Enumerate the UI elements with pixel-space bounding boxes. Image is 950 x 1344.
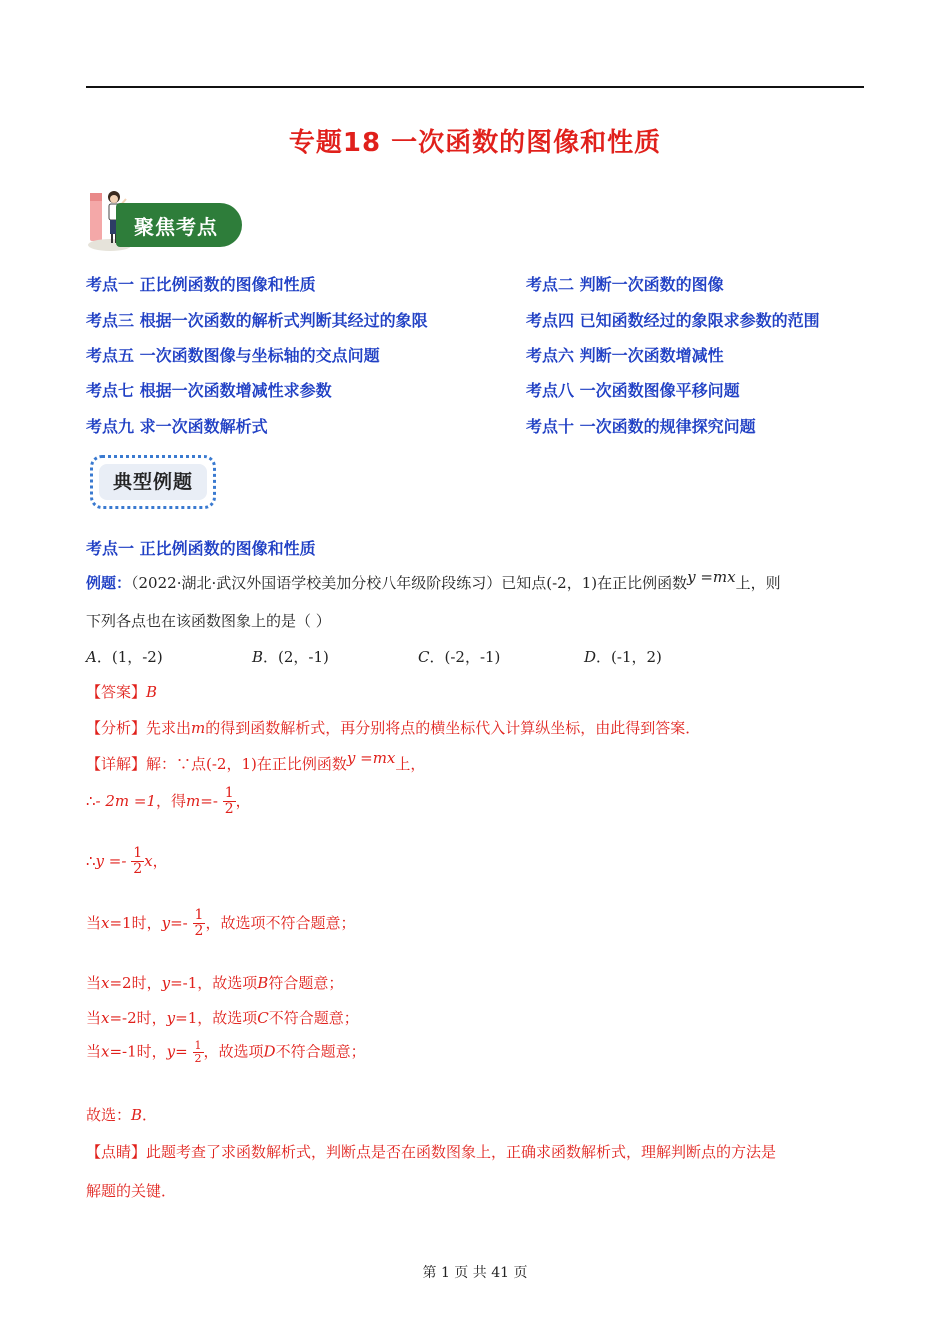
case3-line — [86, 1007, 359, 1028]
answer-value: B — [146, 683, 158, 701]
toc-item-2[interactable]: 考点二 判断一次函数的图像 — [526, 275, 724, 294]
comment-text1: 此题考查了求函数解析式，判断点是否在函数图象上，正确求函数解析式，理解判断点的方法是 — [146, 1143, 777, 1161]
case1-num: 1 — [194, 907, 204, 923]
toc-item-8[interactable]: 考点八 一次函数图像平移问题 — [526, 381, 740, 400]
case4-fraction — [193, 1040, 204, 1065]
step1-fraction — [223, 786, 236, 818]
detail-line — [86, 749, 426, 774]
therefore-symbol-1: ∴ — [86, 791, 96, 810]
case1-yval: =- — [170, 913, 188, 932]
analysis-tag: 【分析】 — [86, 719, 147, 737]
step1-text: ，得 — [156, 791, 187, 810]
page-footer: 第 1 页 共 41 页 — [422, 1265, 528, 1281]
example-text1: （2022·湖北·武汉外国语学校美加分校八年级阶段练习）已知点(-2，1)在正比例函数 — [131, 574, 688, 592]
choose-text: 故选： — [86, 1106, 132, 1124]
focus-points-badge — [86, 185, 246, 251]
header-rule — [86, 86, 864, 88]
case4-y: y — [166, 1042, 176, 1061]
case1-xval: =1时， — [109, 913, 162, 932]
toc-item-5[interactable]: 考点五 一次函数图像与坐标轴的交点问题 — [86, 346, 380, 365]
option-b-value: ．(2，-1) — [263, 648, 329, 666]
case1-fraction — [193, 908, 206, 940]
case2-opt: B — [257, 974, 269, 992]
step1-den: 2 — [224, 801, 234, 818]
comment-line2: 解题的关键． — [86, 1182, 177, 1200]
section-heading: 考点一 正比例函数的图像和性质 — [86, 539, 316, 558]
toc-item-10[interactable]: 考点十 一次函数的规律探究问题 — [526, 417, 756, 436]
case2-y: y — [161, 974, 171, 992]
step1-equation: - 2m =1 — [95, 791, 157, 810]
case2-line — [86, 972, 343, 993]
option-c-value: ．(-2，-1) — [429, 648, 501, 666]
case1-x: x — [101, 913, 110, 932]
step1-num: 1 — [224, 785, 234, 801]
step2-rhs: x — [144, 851, 153, 870]
option-d[interactable] — [584, 646, 662, 667]
step2-lhs: y =- — [95, 851, 127, 870]
option-a[interactable] — [86, 646, 163, 667]
step2-den: 2 — [133, 861, 143, 878]
case2-x: x — [101, 974, 110, 992]
step1-end: ， — [235, 791, 251, 810]
analysis-post: 的得到函数解析式，再分别将点的横坐标代入计算纵坐标，由此得到答案． — [205, 719, 701, 737]
option-a-value: ．(1，-2) — [96, 648, 163, 666]
toc-item-9[interactable]: 考点九 求一次函数解析式 — [86, 417, 268, 436]
option-c[interactable] — [418, 646, 500, 667]
option-b[interactable] — [252, 646, 329, 667]
case2-pre: 当 — [86, 974, 102, 992]
step1-line — [86, 786, 251, 818]
answer-tag: 【答案】 — [86, 683, 147, 701]
example-question-line1 — [86, 568, 781, 593]
step2-line — [86, 846, 168, 878]
case1-y: y — [161, 913, 171, 932]
case4-post2: 不符合题意； — [275, 1042, 366, 1061]
case4-num: 1 — [194, 1039, 202, 1052]
case2-post: 符合题意； — [268, 974, 344, 992]
case2-yval: =-1，故选项 — [170, 974, 258, 992]
focus-points-label: 聚焦考点 — [134, 215, 218, 239]
typical-examples-badge — [90, 455, 216, 509]
case4-xval: =-1时， — [109, 1042, 167, 1061]
option-d-letter: D — [584, 648, 597, 666]
case1-line — [86, 908, 355, 940]
toc-item-1[interactable]: 考点一 正比例函数的图像和性质 — [86, 275, 316, 294]
comment-line1 — [86, 1141, 776, 1162]
choose-end: ． — [142, 1106, 158, 1124]
example-function: y =mx — [687, 568, 736, 586]
case4-pre: 当 — [86, 1042, 102, 1061]
case3-y: y — [166, 1009, 176, 1027]
option-d-value: ．(-1，2) — [596, 648, 662, 666]
example-label: 例题： — [86, 574, 132, 592]
therefore-symbol-2: ∴ — [86, 851, 96, 870]
example-question-line2: 下列各点也在该函数图象上的是（ ） — [86, 612, 331, 630]
choose-line — [86, 1104, 157, 1125]
case3-x: x — [101, 1009, 110, 1027]
toc-item-3[interactable]: 考点三 根据一次函数的解析式判断其经过的象限 — [86, 311, 428, 330]
analysis-line — [86, 717, 700, 738]
step2-fraction — [131, 846, 144, 878]
option-b-letter: B — [252, 648, 264, 666]
detail-end: 上， — [395, 755, 426, 773]
choose-opt: B — [131, 1106, 143, 1124]
case2-xval: =2时， — [109, 974, 162, 992]
case1-post: ，故选项不符合题意； — [205, 913, 356, 932]
step1-var: m — [186, 791, 201, 810]
detail-function: y =mx — [346, 749, 396, 767]
option-a-letter: A — [86, 648, 97, 666]
case3-xval: =-2时， — [109, 1009, 167, 1027]
detail-tag: 【详解】 — [86, 755, 147, 773]
analysis-var: m — [191, 719, 206, 737]
case4-den: 2 — [194, 1052, 202, 1066]
case3-post: 不符合题意； — [268, 1009, 359, 1027]
option-c-letter: C — [418, 648, 430, 666]
toc-item-4[interactable]: 考点四 已知函数经过的象限求参数的范围 — [526, 311, 820, 330]
case4-yval: = — [175, 1042, 188, 1061]
case3-yval: =1，故选项 — [175, 1009, 258, 1027]
case3-pre: 当 — [86, 1009, 102, 1027]
example-text2: 上，则 — [735, 574, 781, 592]
case1-pre: 当 — [86, 913, 102, 932]
detail-text: 解：∵点(-2，1)在正比例函数 — [146, 755, 347, 773]
case4-opt: D — [263, 1042, 276, 1061]
case3-opt: C — [257, 1009, 269, 1027]
step1-eq2: =- — [200, 791, 218, 810]
analysis-pre: 先求出 — [146, 719, 192, 737]
toc-item-7[interactable]: 考点七 根据一次函数增减性求参数 — [86, 381, 332, 400]
case4-post: ，故选项 — [203, 1042, 264, 1061]
case4-line — [86, 1040, 366, 1065]
page-title: 专题18 一次函数的图像和性质 — [288, 128, 662, 158]
answer-line — [86, 681, 157, 702]
comment-tag: 【点睛】 — [86, 1143, 147, 1161]
step2-end: ， — [152, 851, 168, 870]
typical-examples-label: 典型例题 — [99, 464, 207, 500]
step2-num: 1 — [133, 845, 143, 861]
toc-item-6[interactable]: 考点六 判断一次函数增减性 — [526, 346, 724, 365]
case4-x: x — [101, 1042, 110, 1061]
focus-points-bar — [116, 203, 242, 247]
case1-den: 2 — [194, 923, 204, 940]
